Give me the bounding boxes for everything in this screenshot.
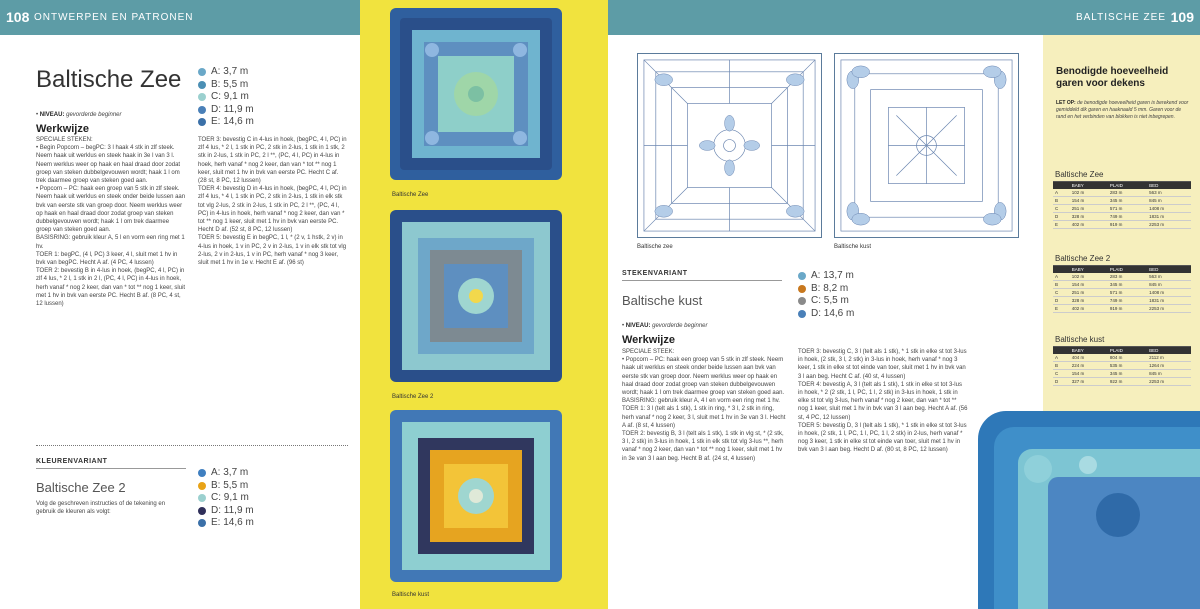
- crochet-chart-baltische-kust: [834, 53, 1019, 238]
- yarn-row: E: 14,6 m: [198, 116, 254, 129]
- photo-caption: Baltische kust: [392, 592, 430, 598]
- diagram-caption: Baltische zee: [637, 244, 673, 250]
- instructions-col2: TOER 3: bevestig C, 3 l (telt als 1 stk), * 1 stk in elke st tot 3-lus in hoek, (2 stk, 3 l, 2 stk) in 3-lus in hoek, herh vanaf * nog 3 keer, 1 stk in elke st tot einde van toer, sluit met 1 hv in bvk van 3 l aan beg. Hecht C af. (40 st, 4 lussen) TOER 4: bevestig A, 3 l (telt als 1 stk), 1 stk in elke st tot 3-lus in hoek, * 2 (2 stk, 1 l, PC, 1 l, 2 stk) in 3-lus in hoek, 1 stk in elke st tot vlg 3-lus, herh vanaf * nog 2 keer, dan van * tot ** nog 1 keer, sluit met 1 hv in bvk van 3 l aan beg. Hecht A af. (56 st, 4 PC, 12 lussen) TOER 5: bevestig D, 3 l (telt als 1 stk), * 1 stk in elke st tot 3-lus in hoek, (2 stk, 1 l, PC, 1 l, PC, 1 l, 2 stk) in 2-lus, herh vanaf * nog 3 keer, 1 stk in elke st tot einde van toer, sluit met 1 hv in bvk van 3 l aan beg. Hecht D af. (80 st, 8 PC, 12 lussen): [798, 349, 968, 454]
- stitch-variant-label: STEKENVARIANT: [622, 270, 688, 277]
- color-swatch: [198, 81, 206, 89]
- yarn-row: B: 5,5 m: [198, 79, 254, 92]
- table-row: B 224 m 535 m 1264 m: [1053, 362, 1191, 370]
- variant-yarn-list: [198, 467, 254, 530]
- table-row: B 154 m 345 m 845 m: [1053, 281, 1191, 289]
- table-row: E 402 m 919 m 2253 m: [1053, 221, 1191, 229]
- table-row: E 402 m 919 m 2253 m: [1053, 305, 1191, 313]
- variant-title: Baltische kust: [622, 293, 703, 308]
- table-row: D 327 m 922 m 2253 m: [1053, 378, 1191, 386]
- yarn-row: A: 3,7 m: [198, 66, 254, 79]
- table-title: Baltische Zee: [1053, 168, 1191, 182]
- table-title: Baltische kust: [1053, 333, 1191, 347]
- color-swatch: [798, 310, 806, 318]
- color-swatch: [198, 519, 206, 527]
- color-swatch: [198, 68, 206, 76]
- yarn-row: D: 11,9 m: [198, 104, 254, 117]
- table-row: D 328 m 749 m 1831 m: [1053, 297, 1191, 305]
- table-row: A 404 m 804 m 2112 m: [1053, 354, 1191, 362]
- table-row: A 102 m 283 m 563 m: [1053, 189, 1191, 197]
- color-swatch: [798, 285, 806, 293]
- right-page-number: 109: [1170, 9, 1194, 25]
- yarn-row: C: 9,1 m: [198, 91, 254, 104]
- color-swatch: [198, 494, 206, 502]
- instructions-col2: TOER 3: bevestig C in 4-lus in hoek, (begPC, 4 l, PC) in zlf 4 lus, * 2 l, 1 stk in PC, 2 stk in 2-lus, 1 stk in 1 stk, 2 stk in 2-lus, 1 stk in PC, 2 l **, (PC, 4 l, PC) in 4-lus in hoek, herh vanaf * nog 2 keer, dan van * tot ** nog 1 keer, sluit met 1 hv in bvk van eerste PC. Hecht C af. (28 st, 8 PC, 12 lussen) TOER 4: bevestig D in 4-lus in hoek, (begPC, 4 l, PC) in zlf 4 lus, * 4 l, 1 stk in PC, 2 stk in 2-lus, 1 stk in elk stk tot vlg 2-lus, 2 stk in 2-lus, 1 stk in PC, 2 l **, (PC, 4 l, PC) in 4-lus in hoek, herh vanaf * nog 2 keer, dan van * tot ** nog 1 keer, sluit met 1 hv in bvk van eerste PC. Hecht D af. (52 st, 8 PC, 12 lussen) TOER 5: bevestig E in begPC, 1 l, * (2 v, 1 hstk, 2 v) in 4-lus in hoek, 1 v in PC, 2 v in 2-lus, 1 v in elk stk tot vlg 2-lus, 2 v in 2-lus, 1 v in PC, herh vanaf * nog 3 keer, sluit met 1 hv in 1e v. Hecht E af. (96 st): [198, 137, 347, 267]
- yarn-row: A: 13,7 m: [798, 270, 854, 283]
- yarn-row: E: 14,6 m: [198, 517, 254, 530]
- yardage-table: [1053, 168, 1191, 229]
- yarn-row: D: 11,9 m: [198, 505, 254, 518]
- photo-caption: Baltische Zee 2: [392, 394, 434, 400]
- table-row: C 251 m 571 m 1408 m: [1053, 289, 1191, 297]
- yarn-row: B: 5,5 m: [198, 480, 254, 493]
- yarn-row: C: 5,5 m: [798, 295, 854, 308]
- method-heading: Werkwijze: [622, 334, 675, 346]
- variant-instructions: Volg de geschreven instructies of de tekening en gebruik de kleuren als volgt:: [36, 501, 166, 516]
- right-header-bar: [608, 0, 1200, 35]
- level-line: • NIVEAU: gevorderde beginner: [36, 112, 122, 118]
- table-title: Baltische Zee 2: [1053, 252, 1191, 266]
- left-page-number: 108: [6, 9, 30, 25]
- right-section-title: BALTISCHE ZEE: [1075, 12, 1166, 23]
- yardage-note: LET OP: de benodigde hoeveelheid garen is berekend voor gemiddeld dik garen en haaknaald 5 mm. Garen voor de rand en het verbinden van blokken is niet inbegrepen.: [1056, 100, 1189, 120]
- color-swatch: [198, 469, 206, 477]
- yardage-table: [1053, 333, 1191, 386]
- yarn-row: D: 14,6 m: [798, 308, 854, 321]
- table-row: C 154 m 345 m 845 m: [1053, 370, 1191, 378]
- table-row: D 328 m 749 m 1831 m: [1053, 213, 1191, 221]
- variant-title: Baltische Zee 2: [36, 480, 126, 495]
- color-swatch: [198, 482, 206, 490]
- pattern-title: Baltische Zee: [36, 66, 182, 93]
- photo-baltische-zee: [390, 8, 562, 180]
- yardage-table: [1053, 252, 1191, 313]
- left-section-title: ONTWERPEN EN PATRONEN: [34, 12, 194, 23]
- yarn-row: A: 3,7 m: [198, 467, 254, 480]
- color-swatch: [198, 106, 206, 114]
- left-header-bar: [0, 0, 360, 35]
- table-row: B 154 m 345 m 845 m: [1053, 197, 1191, 205]
- color-swatch: [798, 297, 806, 305]
- color-variant-label: KLEURENVARIANT: [36, 458, 108, 465]
- yarn-row: B: 8,2 m: [798, 283, 854, 296]
- color-swatch: [198, 93, 206, 101]
- table-header-row: BABY PLAID BED: [1053, 347, 1191, 354]
- divider: [36, 468, 186, 469]
- variant-yarn-list: [798, 270, 854, 320]
- divider: [36, 445, 348, 446]
- yardage-heading: Benodigde hoeveelheid garen voor dekens: [1056, 66, 1169, 89]
- table-header-row: BABY PLAID BED: [1053, 182, 1191, 189]
- photo-caption: Baltische Zee: [392, 192, 429, 198]
- yarn-list: [198, 66, 254, 129]
- table-header-row: BABY PLAID BED: [1053, 266, 1191, 273]
- color-swatch: [198, 118, 206, 126]
- color-swatch: [798, 272, 806, 280]
- divider: [622, 280, 782, 281]
- diagram-caption: Baltische kust: [834, 244, 872, 250]
- instructions-col1: SPECIALE STEEK: • Popcorn – PC: haak een groep van 5 stk in zlf steek. Neem haak uit werklus en steek onder beide lussen aan bvk van eerste stk van groep door. Neem werklus weer op haak en haal draad door zodat groep van steken dubbelgevouwen wordt; haak 1 l om trek daarmee groep van steken goed aan. BASISRING: gebruik kleur A, 4 l en vorm een ring met 1 hv. TOER 1: 3 l (telt als 1 stk), 1 stk in ring, * 3 l, 2 stk in ring, herh vanaf * nog 2 keer, 3 l, sluit met 1 hv in 3e van 3 l. Hecht A af. (8 st, 4 lussen) TOER 2: bevestig B, 3 l (telt als 1 stk), 1 stk in vlg st, * (2 stk, 3 l, 2 stk) in 3-lus in hoek, 1 stk in elk stk tot vlg 3-lus **, herh vanaf * nog 2 keer, dan van * tot ** nog 1 keer, sluit met 1 hv in 3e van 3 l aan beg. Hecht B af. (24 st, 4 lussen): [622, 349, 786, 462]
- table-row: A 102 m 283 m 563 m: [1053, 273, 1191, 281]
- yarn-row: C: 9,1 m: [198, 492, 254, 505]
- level-line: • NIVEAU: gevorderde beginner: [622, 323, 708, 329]
- photo-baltische-kust: [390, 410, 562, 582]
- instructions-col1: SPECIALE STEKEN: • Begin Popcorn – begPC: 3 l haak 4 stk in zlf steek. Neem haak uit werklus en steek haak in 3e l van 3 l. Neem werklus weer op haak en haal draad door zodat groep van steken dubbelgevouwen wordt; haak 1 l om trek daarmee groep van steken goed aan. • Popcorn – PC: haak een groep van 5 stk in zlf steek. Neem haak uit werklus en steek onder beide lussen aan bvk van eerste stk van groep door. Neem werklus weer op haak en haal draad door zodat groep van steken dubbelgevouwen wordt; haak 1 l om trek daarmee groep van steken goed aan. BASISRING: gebruik kleur A, 5 l en vorm een ring met 1 hv. TOER 1: begPC, (4 l, PC) 3 keer, 4 l, sluit met 1 hv in bvk van begPC. Hecht A af. (4 PC, 4 lussen) TOER 2: bevestig B in 4-lus in hoek, (begPC, 4 l, PC) in zlf 4 lus, * 2 l, 1 stk in 2 l, (PC, 4 l, PC) in 4-lus in hoek, herh vanaf * nog 2 keer, dan van * tot ** nog 1 keer, sluit met 1 hv in bvk van eerste PC. Hecht B af. (8 PC, 4 st, 12 lussen): [36, 137, 186, 308]
- photo-crochet-square-detail: [968, 405, 1200, 609]
- method-heading: Werkwijze: [36, 123, 89, 135]
- photo-baltische-zee-2: [390, 210, 562, 382]
- left-page: [0, 35, 360, 609]
- crochet-chart-baltische-zee: [637, 53, 822, 238]
- color-swatch: [198, 507, 206, 515]
- table-row: C 251 m 571 m 1408 m: [1053, 205, 1191, 213]
